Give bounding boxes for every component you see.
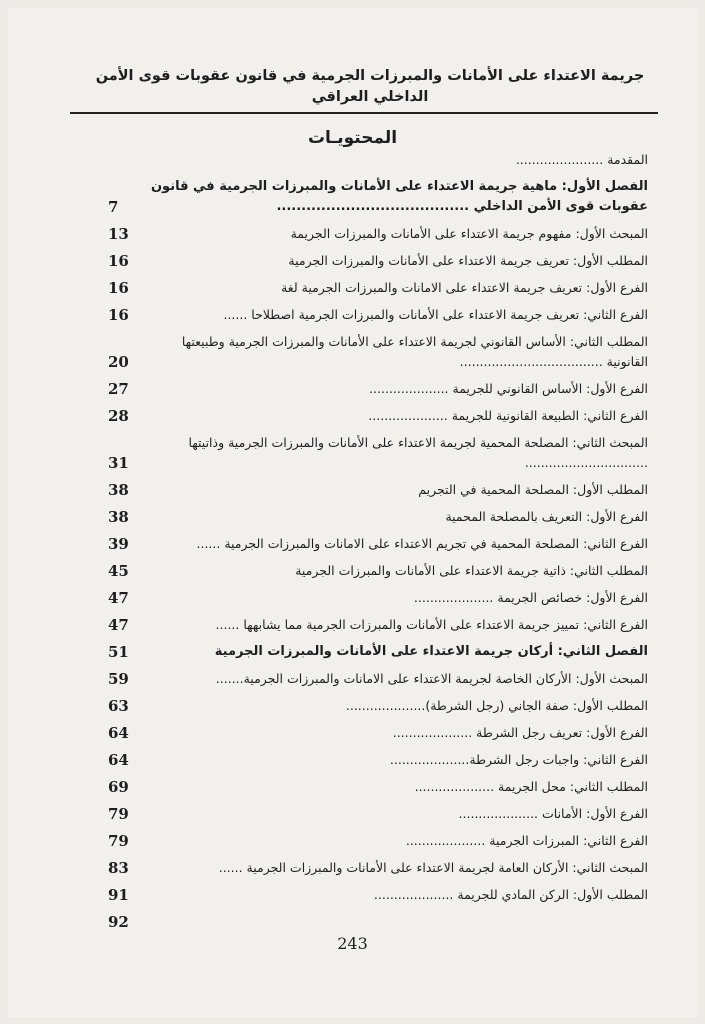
toc-entry xyxy=(108,150,648,170)
toc-entry-label: المطلب الأول: المصلحة المحمية في التجريم xyxy=(418,482,648,497)
toc-entry-page: 47 xyxy=(108,589,129,607)
toc-entry xyxy=(108,642,648,662)
toc-entry-page: 16 xyxy=(108,252,129,270)
toc-entry-label: المطلب الأول: صفة الجاني (رجل الشرطة).................... xyxy=(345,698,648,713)
toc-entry-label: الفرع الأول: تعريف رجل الشرطة .................... xyxy=(392,725,648,740)
toc-entry xyxy=(108,332,648,372)
toc-entry-label: الفرع الثاني: الطبيعة القانونية للجريمة .................... xyxy=(368,408,648,423)
toc-entry-label: الفرع الثاني: واجبات رجل الشرطة.................... xyxy=(389,752,648,767)
toc-entry xyxy=(108,804,648,824)
header-rule xyxy=(70,112,658,114)
toc-entry-label: المطلب الأول: الركن المادي للجريمة .................... xyxy=(373,887,648,902)
running-header: جريمة الاعتداء على الأمانات والمبرزات الجرمية في قانون عقوبات قوى الأمن الداخلي العراقي xyxy=(95,68,645,105)
toc-entry-page: 45 xyxy=(108,562,129,580)
toc-entry-page: 27 xyxy=(108,380,129,398)
toc-entry xyxy=(108,723,648,743)
toc-entry-label: المبحث الثاني: المصلحة المحمية لجريمة الاعتداء على الأمانات والمبرزات الجرمية وذاتيتها ............................... xyxy=(188,435,648,470)
toc-entry-page: 79 xyxy=(108,805,129,823)
toc-entry-page: 79 xyxy=(108,832,129,850)
toc-entry xyxy=(108,858,648,878)
toc-entry-page: 91 xyxy=(108,886,129,904)
toc-entry-page: 69 xyxy=(108,778,129,796)
toc-entry xyxy=(108,278,648,298)
toc-entry-page: 38 xyxy=(108,508,129,526)
toc-entry-label: المطلب الثاني: الأساس القانوني لجريمة الاعتداء على الأمانات والمبرزات الجرمية وطبيعتها القانونية .................................... xyxy=(181,334,648,369)
toc-entry xyxy=(108,534,648,554)
toc-entry-page: 59 xyxy=(108,670,129,688)
toc-entry xyxy=(108,251,648,271)
toc-entry-page: 28 xyxy=(108,407,129,425)
toc-entry xyxy=(108,561,648,581)
toc-entry-page: 47 xyxy=(108,616,129,634)
toc-entry-label: المبحث الأول: الأركان الخاصة لجريمة الاعتداء على الامانات والمبرزات الجرمية....... xyxy=(215,671,648,686)
toc-entry-page: 31 xyxy=(108,454,129,472)
toc-entry-label: الفصل الثاني: أركان جريمة الاعتداء على الأمانات والمبرزات الجرمية xyxy=(214,644,648,659)
toc-entry xyxy=(108,750,648,770)
toc-entry-label: الفرع الأول: خصائص الجريمة .................... xyxy=(413,590,648,605)
toc-entry-page: 7 xyxy=(108,198,119,216)
toc-entry-label: المبحث الثاني: الأركان العامة لجريمة الاعتداء على الأمانات والمبرزات الجرمية ...... xyxy=(218,860,648,875)
toc-title: المحتويـات xyxy=(307,128,398,148)
toc-entry-page: 83 xyxy=(108,859,129,877)
toc-entry xyxy=(108,777,648,797)
toc-entry-page: 13 xyxy=(108,225,129,243)
toc-entry xyxy=(108,305,648,325)
toc-entry-page: 63 xyxy=(108,697,129,715)
toc-entry-label: المطلب الأول: تعريف جريمة الاعتداء على الأمانات والمبرزات الجرمية xyxy=(288,253,648,268)
toc-entry xyxy=(108,379,648,399)
toc-entry-label: الفرع الأول: تعريف جريمة الاعتداء على الامانات والمبرزات الجرمية لغة xyxy=(281,280,648,295)
toc-entry xyxy=(108,588,648,608)
toc-entry-label: المطلب الثاني: ذاتية جريمة الاعتداء على الأمانات والمبرزات الجرمية xyxy=(295,563,648,578)
toc-entry-label: المطلب الثاني: محل الجريمة .................... xyxy=(414,779,648,794)
page-number: 243 xyxy=(337,934,368,953)
toc-entry xyxy=(108,433,648,473)
toc-entry-label: الفرع الأول: التعريف بالمصلحة المحمية xyxy=(445,509,648,524)
toc-entry-page: 51 xyxy=(108,643,129,661)
toc-entry xyxy=(108,912,648,932)
toc-entry xyxy=(108,480,648,500)
toc-entry xyxy=(108,177,648,217)
toc-entry-label: المقدمة ...................... xyxy=(515,152,648,167)
toc-entry xyxy=(108,696,648,716)
toc-entry-label: الفرع الأول: الأساس القانوني للجريمة .................... xyxy=(369,381,648,396)
toc-entry-page: 16 xyxy=(108,306,129,324)
toc-entry xyxy=(108,224,648,244)
toc-entry-label: الفرع الثاني: تمييز جريمة الاعتداء على الأمانات والمبرزات الجرمية مما يشابهها ...... xyxy=(215,617,648,632)
toc-entry-page: 16 xyxy=(108,279,129,297)
toc-entry-page: 92 xyxy=(108,913,129,931)
toc-entry xyxy=(108,615,648,635)
toc-entry-label: الفرع الثاني: المبرزات الجرمية .................... xyxy=(405,833,648,848)
toc-entry xyxy=(108,669,648,689)
table-of-contents xyxy=(108,150,648,939)
toc-entry-label: الفرع الأول: الأمانات .................... xyxy=(458,806,648,821)
toc-entry xyxy=(108,406,648,426)
toc-entry-label: المبحث الأول: مفهوم جريمة الاعتداء على الأمانات والمبرزات الجريمة xyxy=(290,226,648,241)
toc-entry-page: 64 xyxy=(108,751,129,769)
toc-entry xyxy=(108,507,648,527)
toc-entry-label: الفرع الثاني: تعريف جريمة الاعتداء على الأمانات والمبرزات الجرمية اصطلاحا ...... xyxy=(223,307,648,322)
toc-entry-page: 20 xyxy=(108,353,129,371)
toc-entry-page: 64 xyxy=(108,724,129,742)
toc-entry-page: 38 xyxy=(108,481,129,499)
toc-entry-page: 39 xyxy=(108,535,129,553)
toc-entry xyxy=(108,831,648,851)
toc-entry-label: الفصل الأول: ماهية جريمة الاعتداء على الأمانات والمبرزات الجرمية في قانون عقوبات قوى الأمن الداخلي ....................................... xyxy=(150,179,648,214)
toc-entry-label: الفرع الثاني: المصلحة المحمية في تجريم الاعتداء على الامانات والمبرزات الجرمية ...... xyxy=(196,536,648,551)
toc-entry xyxy=(108,885,648,905)
